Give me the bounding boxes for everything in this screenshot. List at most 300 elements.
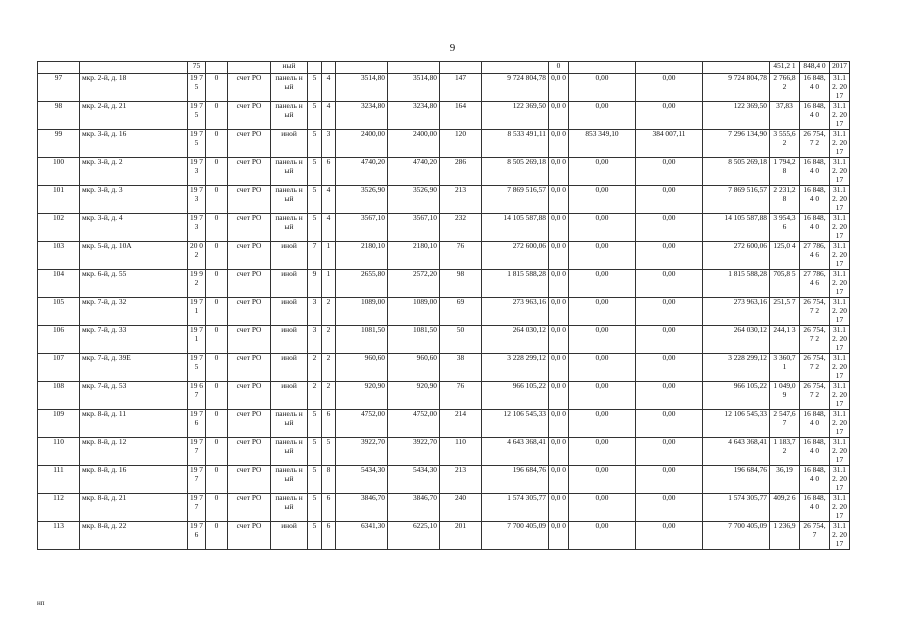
cell-limit-per-m2: 16 848,4 0	[800, 438, 830, 466]
cell-fund-share: 0,0 0	[549, 522, 569, 550]
cell-budget-municipal: 0,00	[636, 382, 703, 410]
cell-address: мкр. 2-й, д. 21	[80, 102, 188, 130]
cell-entrances: 6	[322, 158, 336, 186]
table-row	[38, 410, 850, 438]
cell-living-area: 1089,00	[388, 298, 440, 326]
cell-floors: 5	[308, 522, 322, 550]
cell-entrances: 1	[322, 242, 336, 270]
cell-code: 0	[206, 270, 228, 298]
cell-limit-per-m2: 16 848,4 0	[800, 214, 830, 242]
cell-residents: 201	[440, 522, 482, 550]
cell-entrances: 5	[322, 438, 336, 466]
cell-budget-municipal: 0,00	[636, 354, 703, 382]
cell-fund-share: 0	[549, 62, 569, 74]
cell-total-area: 5434,30	[336, 466, 388, 494]
cell-budget-subject: 0,00	[569, 494, 636, 522]
cell-row-number: 106	[38, 326, 80, 354]
cell-completion-date: 31.12. 2017	[830, 214, 850, 242]
cell-build-year: 19 73	[188, 214, 206, 242]
cell-code: 0	[206, 410, 228, 438]
cell-wall-material: панель ный	[271, 186, 308, 214]
table-row-continued	[38, 62, 850, 74]
cell-cost-total: 12 106 545,33	[482, 410, 549, 438]
table-row	[38, 466, 850, 494]
cell-residents: 50	[440, 326, 482, 354]
cell-floors: 5	[308, 130, 322, 158]
table-row	[38, 382, 850, 410]
cell-completion-date: 31.12. 2017	[830, 270, 850, 298]
cell-entrances	[322, 62, 336, 74]
cell-row-number	[38, 62, 80, 74]
cell-limit-per-m2: 26 754,7	[800, 522, 830, 550]
cell-total-area: 3514,80	[336, 74, 388, 102]
cell-living-area: 3514,80	[388, 74, 440, 102]
cell-budget-subject: 0,00	[569, 74, 636, 102]
cell-build-year: 19 76	[188, 410, 206, 438]
cell-cost-per-m2: 3 954,3 6	[770, 214, 800, 242]
cell-budget-municipal: 0,00	[636, 158, 703, 186]
cell-living-area: 4752,00	[388, 410, 440, 438]
cell-code: 0	[206, 326, 228, 354]
cell-cost-per-m2: 1 183,7 2	[770, 438, 800, 466]
cell-address: мкр. 6-й, д. 55	[80, 270, 188, 298]
cell-code: 0	[206, 158, 228, 186]
cell-account-type: счет РО	[228, 354, 271, 382]
cell-total-area: 3922,70	[336, 438, 388, 466]
cell-fund-share: 0,0 0	[549, 438, 569, 466]
cell-living-area: 1081,50	[388, 326, 440, 354]
cell-budget-subject: 0,00	[569, 466, 636, 494]
cell-entrances: 4	[322, 214, 336, 242]
cell-owners-funds: 12 106 545,33	[703, 410, 770, 438]
table-row	[38, 74, 850, 102]
cell-limit-per-m2: 848,4 0	[800, 62, 830, 74]
cell-address: мкр. 3-й, д. 3	[80, 186, 188, 214]
cell-build-year: 19 75	[188, 354, 206, 382]
cell-cost-per-m2: 2 766,8 2	[770, 74, 800, 102]
cell-row-number: 113	[38, 522, 80, 550]
cell-entrances: 4	[322, 186, 336, 214]
table-row	[38, 214, 850, 242]
cell-residents: 213	[440, 186, 482, 214]
cell-budget-municipal: 0,00	[636, 522, 703, 550]
cell-entrances: 6	[322, 494, 336, 522]
cell-wall-material: ный	[271, 62, 308, 74]
cell-residents: 147	[440, 74, 482, 102]
table-row	[38, 326, 850, 354]
cell-limit-per-m2: 16 848,4 0	[800, 186, 830, 214]
cell-entrances: 6	[322, 410, 336, 438]
cell-build-year: 19 77	[188, 438, 206, 466]
cell-limit-per-m2: 16 848,4 0	[800, 158, 830, 186]
cell-budget-municipal: 0,00	[636, 242, 703, 270]
cell-row-number: 98	[38, 102, 80, 130]
cell-budget-municipal: 0,00	[636, 102, 703, 130]
cell-row-number: 103	[38, 242, 80, 270]
cell-floors: 3	[308, 326, 322, 354]
cell-address: мкр. 5-й, д. 10А	[80, 242, 188, 270]
cell-wall-material: панель ный	[271, 466, 308, 494]
cell-completion-date: 31.12. 2017	[830, 158, 850, 186]
cell-budget-municipal: 384 007,11	[636, 130, 703, 158]
cell-owners-funds: 4 643 368,41	[703, 438, 770, 466]
cell-entrances: 2	[322, 354, 336, 382]
cell-owners-funds: 196 684,76	[703, 466, 770, 494]
cell-build-year: 19 71	[188, 298, 206, 326]
cell-total-area: 4752,00	[336, 410, 388, 438]
cell-build-year: 19 76	[188, 522, 206, 550]
cell-cost-per-m2: 3 555,6 2	[770, 130, 800, 158]
cell-build-year: 19 67	[188, 382, 206, 410]
cell-fund-share: 0,0 0	[549, 382, 569, 410]
cell-build-year: 19 77	[188, 466, 206, 494]
cell-row-number: 108	[38, 382, 80, 410]
cell-limit-per-m2: 27 786,4 6	[800, 270, 830, 298]
cell-fund-share: 0,0 0	[549, 74, 569, 102]
cell-wall-material: панель ный	[271, 494, 308, 522]
cell-completion-date: 31.12. 2017	[830, 298, 850, 326]
cell-address	[80, 62, 188, 74]
cell-living-area	[388, 62, 440, 74]
cell-cost-per-m2: 409,2 6	[770, 494, 800, 522]
cell-owners-funds: 966 105,22	[703, 382, 770, 410]
cell-floors: 5	[308, 102, 322, 130]
table-row	[38, 186, 850, 214]
cell-fund-share: 0,0 0	[549, 466, 569, 494]
cell-budget-municipal: 0,00	[636, 74, 703, 102]
cell-build-year: 19 71	[188, 326, 206, 354]
cell-living-area: 2400,00	[388, 130, 440, 158]
cell-build-year: 19 75	[188, 74, 206, 102]
cell-cost-per-m2: 2 231,2 8	[770, 186, 800, 214]
cell-total-area: 960,60	[336, 354, 388, 382]
cell-cost-per-m2: 705,8 5	[770, 270, 800, 298]
cell-entrances: 3	[322, 130, 336, 158]
cell-limit-per-m2: 26 754,7 2	[800, 382, 830, 410]
cell-floors: 5	[308, 494, 322, 522]
cell-limit-per-m2: 26 754,7 2	[800, 298, 830, 326]
cell-residents: 164	[440, 102, 482, 130]
cell-cost-per-m2: 1 236,9	[770, 522, 800, 550]
cell-budget-subject: 0,00	[569, 214, 636, 242]
cell-floors: 5	[308, 158, 322, 186]
cell-floors: 5	[308, 466, 322, 494]
cell-row-number: 109	[38, 410, 80, 438]
cell-residents: 38	[440, 354, 482, 382]
cell-budget-subject: 0,00	[569, 270, 636, 298]
cell-fund-share: 0,0 0	[549, 354, 569, 382]
cell-budget-municipal: 0,00	[636, 326, 703, 354]
cell-living-area: 3846,70	[388, 494, 440, 522]
cell-cost-total: 14 105 587,88	[482, 214, 549, 242]
cell-budget-municipal: 0,00	[636, 214, 703, 242]
cell-owners-funds: 272 600,06	[703, 242, 770, 270]
cell-living-area: 3922,70	[388, 438, 440, 466]
cell-owners-funds: 9 724 804,78	[703, 74, 770, 102]
cell-budget-subject: 0,00	[569, 522, 636, 550]
cell-owners-funds: 1 815 588,28	[703, 270, 770, 298]
cell-code: 0	[206, 186, 228, 214]
cell-row-number: 107	[38, 354, 80, 382]
cell-total-area: 3567,10	[336, 214, 388, 242]
cell-build-year: 20 02	[188, 242, 206, 270]
cell-living-area: 6225,10	[388, 522, 440, 550]
cell-floors: 9	[308, 270, 322, 298]
cell-address: мкр. 8-й, д. 12	[80, 438, 188, 466]
cell-completion-date: 31.12. 2017	[830, 74, 850, 102]
cell-limit-per-m2: 16 848,4 0	[800, 466, 830, 494]
cell-code: 0	[206, 102, 228, 130]
cell-address: мкр. 2-й, д. 18	[80, 74, 188, 102]
cell-entrances: 8	[322, 466, 336, 494]
cell-account-type: счет РО	[228, 186, 271, 214]
cell-budget-municipal	[636, 62, 703, 74]
cell-budget-subject: 0,00	[569, 382, 636, 410]
cell-fund-share: 0,0 0	[549, 494, 569, 522]
cell-budget-subject: 0,00	[569, 410, 636, 438]
cell-living-area: 2180,10	[388, 242, 440, 270]
cell-completion-date: 31.12. 2017	[830, 438, 850, 466]
cell-account-type: счет РО	[228, 102, 271, 130]
cell-total-area: 920,90	[336, 382, 388, 410]
cell-completion-date: 31.12. 2017	[830, 130, 850, 158]
cell-cost-per-m2: 3 360,7 1	[770, 354, 800, 382]
cell-cost-total: 7 869 516,57	[482, 186, 549, 214]
cell-code: 0	[206, 354, 228, 382]
cell-limit-per-m2: 16 848,4 0	[800, 102, 830, 130]
cell-completion-date: 31.12. 2017	[830, 466, 850, 494]
cell-address: мкр. 3-й, д. 2	[80, 158, 188, 186]
cell-wall-material: иной	[271, 326, 308, 354]
cell-total-area: 2180,10	[336, 242, 388, 270]
cell-row-number: 105	[38, 298, 80, 326]
cell-residents: 98	[440, 270, 482, 298]
cell-code: 0	[206, 522, 228, 550]
cell-wall-material: панель ный	[271, 438, 308, 466]
cell-address: мкр. 7-й, д. 53	[80, 382, 188, 410]
cell-code	[206, 62, 228, 74]
cell-fund-share: 0,0 0	[549, 270, 569, 298]
cell-account-type: счет РО	[228, 466, 271, 494]
cell-wall-material: иной	[271, 298, 308, 326]
cell-entrances: 2	[322, 326, 336, 354]
cell-owners-funds: 273 963,16	[703, 298, 770, 326]
cell-account-type: счет РО	[228, 298, 271, 326]
cell-address: мкр. 3-й, д. 4	[80, 214, 188, 242]
cell-row-number: 99	[38, 130, 80, 158]
cell-budget-subject: 0,00	[569, 326, 636, 354]
cell-floors: 2	[308, 382, 322, 410]
cell-completion-date: 31.12. 2017	[830, 354, 850, 382]
table-row	[38, 130, 850, 158]
cell-budget-subject: 0,00	[569, 298, 636, 326]
cell-floors: 5	[308, 186, 322, 214]
cell-code: 0	[206, 214, 228, 242]
cell-entrances: 6	[322, 522, 336, 550]
cell-budget-municipal: 0,00	[636, 466, 703, 494]
table-row	[38, 242, 850, 270]
cell-cost-per-m2: 251,5 7	[770, 298, 800, 326]
cell-account-type: счет РО	[228, 74, 271, 102]
cell-residents: 120	[440, 130, 482, 158]
cell-entrances: 1	[322, 270, 336, 298]
cell-cost-total: 7 700 405,09	[482, 522, 549, 550]
cell-completion-date: 2017	[830, 62, 850, 74]
cell-floors	[308, 62, 322, 74]
cell-total-area: 1089,00	[336, 298, 388, 326]
cell-total-area: 3234,80	[336, 102, 388, 130]
cell-owners-funds: 7 869 516,57	[703, 186, 770, 214]
cell-account-type	[228, 62, 271, 74]
cell-cost-total: 196 684,76	[482, 466, 549, 494]
cell-wall-material: панель ный	[271, 158, 308, 186]
cell-residents: 69	[440, 298, 482, 326]
table-row	[38, 158, 850, 186]
table-row	[38, 270, 850, 298]
cell-wall-material: иной	[271, 270, 308, 298]
cell-total-area: 3526,90	[336, 186, 388, 214]
cell-build-year: 19 73	[188, 158, 206, 186]
cell-row-number: 112	[38, 494, 80, 522]
cell-wall-material: панель ный	[271, 74, 308, 102]
cell-account-type: счет РО	[228, 494, 271, 522]
cell-cost-total: 4 643 368,41	[482, 438, 549, 466]
cell-wall-material: иной	[271, 354, 308, 382]
cell-cost-total: 3 228 299,12	[482, 354, 549, 382]
cell-code: 0	[206, 466, 228, 494]
cell-residents: 232	[440, 214, 482, 242]
cell-row-number: 102	[38, 214, 80, 242]
footer-mark: нп	[37, 599, 45, 607]
cell-limit-per-m2: 27 786,4 6	[800, 242, 830, 270]
cell-budget-subject: 0,00	[569, 186, 636, 214]
cell-account-type: счет РО	[228, 522, 271, 550]
table-row	[38, 354, 850, 382]
cell-fund-share: 0,0 0	[549, 242, 569, 270]
cell-floors: 5	[308, 438, 322, 466]
cell-cost-per-m2: 36,19	[770, 466, 800, 494]
cell-cost-per-m2: 1 794,2 8	[770, 158, 800, 186]
cell-floors: 5	[308, 214, 322, 242]
cell-build-year: 19 73	[188, 186, 206, 214]
cell-budget-municipal: 0,00	[636, 186, 703, 214]
cell-living-area: 3567,10	[388, 214, 440, 242]
cell-floors: 3	[308, 298, 322, 326]
cell-living-area: 960,60	[388, 354, 440, 382]
cell-address: мкр. 8-й, д. 21	[80, 494, 188, 522]
cell-build-year: 19 75	[188, 102, 206, 130]
cell-fund-share: 0,0 0	[549, 158, 569, 186]
cell-owners-funds: 122 369,50	[703, 102, 770, 130]
cell-floors: 5	[308, 410, 322, 438]
cell-completion-date: 31.12. 2017	[830, 494, 850, 522]
cell-budget-subject: 0,00	[569, 158, 636, 186]
cell-wall-material: иной	[271, 130, 308, 158]
cell-total-area: 4740,20	[336, 158, 388, 186]
cell-cost-total: 9 724 804,78	[482, 74, 549, 102]
cell-completion-date: 31.12. 2017	[830, 522, 850, 550]
table-row	[38, 438, 850, 466]
cell-build-year: 19 92	[188, 270, 206, 298]
cell-budget-subject: 0,00	[569, 102, 636, 130]
cell-cost-total	[482, 62, 549, 74]
table-row	[38, 494, 850, 522]
cell-residents: 240	[440, 494, 482, 522]
cell-account-type: счет РО	[228, 410, 271, 438]
cell-limit-per-m2: 26 754,7 2	[800, 326, 830, 354]
cell-owners-funds	[703, 62, 770, 74]
cell-code: 0	[206, 74, 228, 102]
cell-code: 0	[206, 242, 228, 270]
cell-cost-total: 966 105,22	[482, 382, 549, 410]
cell-build-year: 75	[188, 62, 206, 74]
cell-wall-material: иной	[271, 522, 308, 550]
cell-residents: 76	[440, 382, 482, 410]
cell-completion-date: 31.12. 2017	[830, 326, 850, 354]
cell-owners-funds: 3 228 299,12	[703, 354, 770, 382]
cell-cost-per-m2: 451,2 1	[770, 62, 800, 74]
cell-owners-funds: 7 296 134,90	[703, 130, 770, 158]
table-row	[38, 522, 850, 550]
cell-address: мкр. 7-й, д. 32	[80, 298, 188, 326]
cell-cost-total: 8 505 269,18	[482, 158, 549, 186]
cell-account-type: счет РО	[228, 382, 271, 410]
cell-residents: 214	[440, 410, 482, 438]
cell-budget-subject	[569, 62, 636, 74]
cell-cost-total: 272 600,06	[482, 242, 549, 270]
cell-floors: 7	[308, 242, 322, 270]
cell-address: мкр. 7-й, д. 39Е	[80, 354, 188, 382]
table-row	[38, 102, 850, 130]
cell-account-type: счет РО	[228, 438, 271, 466]
cell-cost-total: 8 533 491,11	[482, 130, 549, 158]
cell-row-number: 97	[38, 74, 80, 102]
cell-row-number: 100	[38, 158, 80, 186]
cell-cost-total: 122 369,50	[482, 102, 549, 130]
cell-budget-subject: 0,00	[569, 438, 636, 466]
cell-limit-per-m2: 26 754,7 2	[800, 354, 830, 382]
cell-budget-subject: 853 349,10	[569, 130, 636, 158]
cell-residents	[440, 62, 482, 74]
cell-total-area: 6341,30	[336, 522, 388, 550]
cell-residents: 213	[440, 466, 482, 494]
cell-account-type: счет РО	[228, 158, 271, 186]
cell-build-year: 19 75	[188, 130, 206, 158]
cell-address: мкр. 7-й, д. 33	[80, 326, 188, 354]
housing-register-table	[37, 61, 850, 550]
cell-wall-material: панель ный	[271, 214, 308, 242]
cell-cost-per-m2: 244,1 3	[770, 326, 800, 354]
cell-completion-date: 31.12. 2017	[830, 242, 850, 270]
cell-code: 0	[206, 298, 228, 326]
cell-living-area: 2572,20	[388, 270, 440, 298]
cell-fund-share: 0,0 0	[549, 326, 569, 354]
cell-residents: 110	[440, 438, 482, 466]
cell-build-year: 19 77	[188, 494, 206, 522]
cell-account-type: счет РО	[228, 270, 271, 298]
cell-row-number: 104	[38, 270, 80, 298]
cell-fund-share: 0,0 0	[549, 214, 569, 242]
cell-wall-material: панель ный	[271, 410, 308, 438]
cell-budget-subject: 0,00	[569, 242, 636, 270]
cell-budget-municipal: 0,00	[636, 298, 703, 326]
cell-fund-share: 0,0 0	[549, 102, 569, 130]
cell-budget-municipal: 0,00	[636, 494, 703, 522]
cell-total-area: 2400,00	[336, 130, 388, 158]
cell-owners-funds: 264 030,12	[703, 326, 770, 354]
cell-limit-per-m2: 16 848,4 0	[800, 494, 830, 522]
cell-cost-per-m2: 37,83	[770, 102, 800, 130]
